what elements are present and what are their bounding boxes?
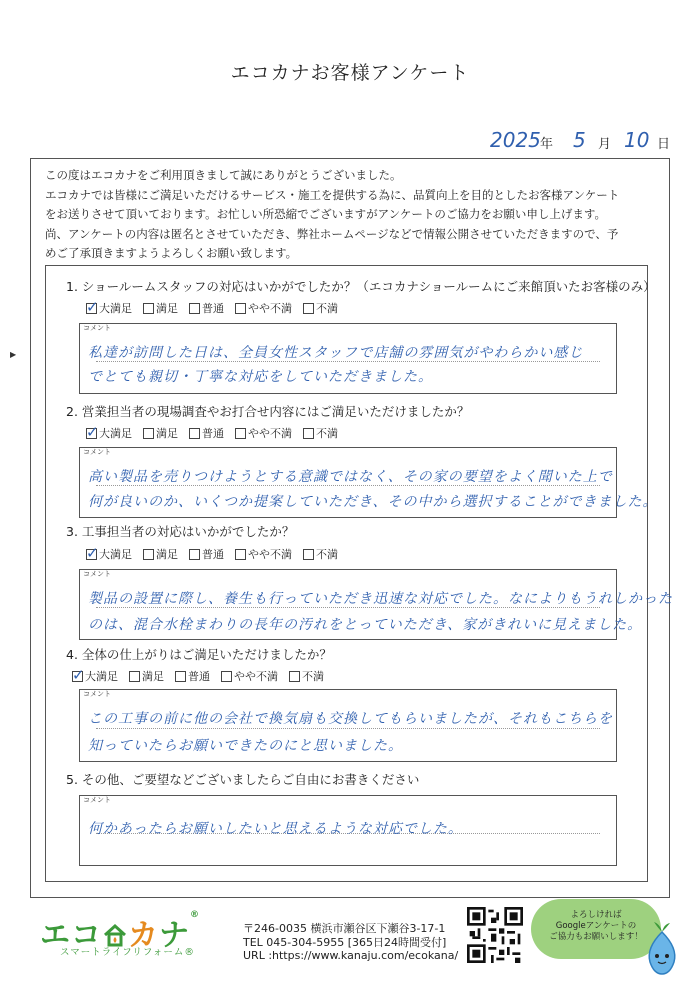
question-2-options — [86, 425, 338, 441]
checkbox[interactable] — [303, 549, 314, 560]
intro-line: めご了承頂きますようよろしくお願い致します。 — [45, 246, 298, 260]
option-dai-manzoku[interactable] — [86, 546, 132, 562]
intro-line: をお送りさせて頂いております。お忙しい所恐縮でございますがアンケートのご協力をお願い申し上げます。 — [45, 207, 606, 221]
comment-label: コメント — [83, 690, 111, 698]
option-label: やや不満 — [234, 670, 278, 683]
option-fuman[interactable] — [303, 546, 338, 562]
comment-text: 何が良いのか、いくつか提案していただき、その中から選択することができました。 — [88, 494, 658, 510]
checkbox[interactable] — [221, 671, 232, 682]
option-label: 不満 — [316, 302, 338, 315]
mascot-icon — [640, 920, 684, 976]
intro-line: 尚、アンケートの内容は匿名とさせていただき、弊社ホームページなどで情報公開させていただきますので、予 — [45, 226, 619, 241]
option-futsu[interactable] — [189, 425, 224, 441]
question-5-comment-box[interactable] — [79, 795, 617, 866]
option-dai-manzoku[interactable] — [72, 668, 118, 684]
option-label: 満足 — [156, 427, 178, 440]
option-label: 満足 — [156, 548, 178, 561]
question-5-title: 5. その他、ご要望などございましたらご自由にお書きください — [66, 772, 420, 787]
option-futsu[interactable] — [189, 300, 224, 316]
qr-code-icon[interactable] — [467, 907, 523, 963]
date-year-label: 年 — [540, 137, 554, 152]
checkbox[interactable] — [189, 549, 200, 560]
option-label: 満足 — [142, 670, 164, 683]
option-label: 不満 — [302, 670, 324, 683]
logo-char: ナ — [159, 918, 190, 953]
option-label: 大満足 — [99, 548, 132, 561]
option-label: 不満 — [316, 548, 338, 561]
option-label: 普通 — [202, 302, 224, 315]
option-label: 大満足 — [99, 427, 132, 440]
bubble-line: よろしければ — [570, 910, 622, 920]
bubble-line: Googleアンケートの — [555, 921, 637, 931]
option-label: 普通 — [202, 427, 224, 440]
option-label: 普通 — [188, 670, 210, 683]
bubble-line: ご協力もお願いします！ — [549, 932, 643, 942]
page-title: エコカナお客様アンケート — [230, 62, 470, 84]
comment-text: 知っていたらお願いできたのにと思いました。 — [88, 738, 403, 754]
contact-info — [243, 922, 458, 963]
option-yaya-fuman[interactable] — [235, 300, 292, 316]
checkbox-checked[interactable] — [86, 549, 97, 560]
logo-char: カ — [128, 918, 159, 953]
option-manzoku[interactable] — [143, 425, 178, 441]
option-manzoku[interactable] — [143, 546, 178, 562]
address: 〒246-0035 横浜市瀬谷区下瀬谷3-17-1 — [243, 922, 446, 935]
question-4-title: 4. 全体の仕上がりはご満足いただけましたか？ — [66, 647, 332, 662]
question-3-title: 3. 工事担当者の対応はいかがでしたか？ — [66, 524, 295, 539]
checkbox-checked[interactable] — [72, 671, 83, 682]
rule-line — [96, 728, 600, 729]
question-2-comment-box[interactable] — [79, 447, 658, 518]
option-label: 大満足 — [99, 302, 132, 315]
option-label: 不満 — [316, 427, 338, 440]
question-1-title: 1. ショールームスタッフの対応はいかがでしたか？（エコカナショールームにご来館頂いたお客様のみ） — [66, 279, 656, 294]
option-yaya-fuman[interactable] — [235, 425, 292, 441]
checkbox[interactable] — [235, 303, 246, 314]
option-fuman[interactable] — [303, 300, 338, 316]
logo-char: エ — [40, 918, 71, 953]
comment-text: 高い製品を売りつけようとする意識ではなく、その家の要望をよく聞いた上で — [88, 469, 613, 485]
option-fuman[interactable] — [303, 425, 338, 441]
checkbox[interactable] — [143, 303, 154, 314]
checkbox[interactable] — [303, 303, 314, 314]
comment-label: コメント — [83, 324, 111, 332]
checkbox-checked[interactable] — [86, 303, 97, 314]
telephone: TEL 045-304-5955 [365日24時間受付] — [243, 935, 447, 949]
question-1-comment-box[interactable] — [79, 323, 617, 394]
logo-subtitle: スマートライフリフォーム® — [60, 947, 195, 958]
checkbox-checked[interactable] — [86, 428, 97, 439]
comment-text: のは、混合水栓まわりの長年の汚れをとっていただき、家がきれいに見えました。 — [88, 617, 643, 633]
option-label: やや不満 — [248, 548, 292, 561]
checkbox[interactable] — [189, 303, 200, 314]
question-2-title: 2. 営業担当者の現場調査やお打合せ内容にはご満足いただけましたか？ — [66, 404, 470, 419]
option-dai-manzoku[interactable] — [86, 300, 132, 316]
option-label: 大満足 — [85, 670, 118, 683]
checkbox[interactable] — [143, 428, 154, 439]
date-month-value: 5 — [573, 128, 586, 152]
option-manzoku[interactable] — [143, 300, 178, 316]
date-day-value: 10 — [624, 128, 650, 152]
option-label: やや不満 — [248, 302, 292, 315]
option-dai-manzoku[interactable] — [86, 425, 132, 441]
comment-label: コメント — [83, 448, 111, 456]
option-fuman[interactable] — [289, 668, 324, 684]
option-futsu[interactable] — [175, 668, 210, 684]
option-manzoku[interactable] — [129, 668, 164, 684]
option-label: やや不満 — [248, 427, 292, 440]
checkbox[interactable] — [235, 549, 246, 560]
option-futsu[interactable] — [189, 546, 224, 562]
comment-text: 何かあったらお願いしたいと思えるような対応でした。 — [88, 821, 463, 837]
website-url[interactable]: URL :https://www.kanaju.com/ecokana/ — [243, 949, 459, 962]
margin-arrow-icon: ▶ — [10, 350, 17, 359]
question-3-options — [86, 546, 338, 562]
checkbox[interactable] — [129, 671, 140, 682]
logo-char: コ — [71, 918, 102, 953]
date-month-label: 月 — [598, 137, 612, 152]
option-yaya-fuman[interactable] — [221, 668, 278, 684]
comment-label: コメント — [83, 570, 111, 578]
intro-line: エコカナでは皆様にご満足いただけるサービス・施工を提供する為に、品質向上を目的としたお客様アンケート — [45, 187, 620, 202]
checkbox[interactable] — [289, 671, 300, 682]
checkbox[interactable] — [143, 549, 154, 560]
intro-text — [45, 166, 665, 264]
question-4-options — [72, 668, 324, 684]
checkbox[interactable] — [175, 671, 186, 682]
question-4-comment-box[interactable] — [79, 689, 617, 762]
comment-text: この工事の前に他の会社で換気扇も交換してもらいましたが、それもこちらを — [88, 711, 613, 727]
date-year-value: 2025 — [490, 128, 541, 152]
comment-label: コメント — [83, 796, 111, 804]
option-yaya-fuman[interactable] — [235, 546, 292, 562]
option-label: 満足 — [156, 302, 178, 315]
checkbox[interactable] — [303, 428, 314, 439]
option-label: 普通 — [202, 548, 224, 561]
checkbox[interactable] — [235, 428, 246, 439]
question-1-options — [86, 300, 338, 316]
checkbox[interactable] — [189, 428, 200, 439]
comment-text: でとても親切・丁寧な対応をしていただきました。 — [88, 369, 433, 385]
comment-text: 私達が訪問した日は、全員女性スタッフで店舗の雰囲気がやわらかい感じ — [88, 345, 584, 361]
intro-line: この度はエコカナをご利用頂きまして誠にありがとうございました。 — [45, 168, 402, 182]
logo-registered-mark: ® — [190, 910, 200, 920]
date-day-label: 日 — [657, 137, 671, 152]
question-3-comment-box[interactable] — [79, 569, 673, 640]
comment-text: 製品の設置に際し、養生も行っていただき迅速な対応でした。なによりもうれしかった — [88, 591, 673, 607]
